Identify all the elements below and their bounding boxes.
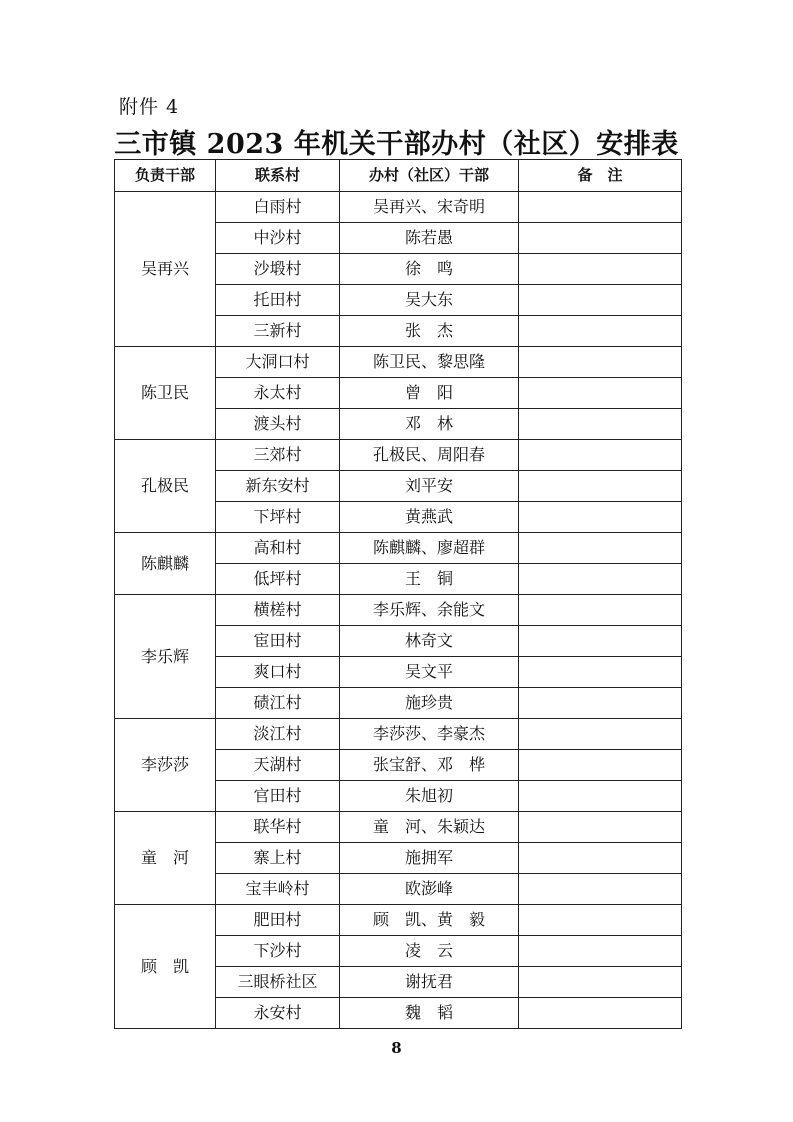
- village-cell: 渡头村: [216, 409, 340, 440]
- header-remarks: 备 注: [519, 160, 682, 192]
- cadres-cell: 凌 云: [340, 936, 519, 967]
- remarks-cell: [519, 781, 682, 812]
- village-cell: 沙塅村: [216, 254, 340, 285]
- remarks-cell: [519, 657, 682, 688]
- leader-cell: 顾 凯: [115, 905, 216, 1029]
- cadres-cell: 顾 凯、黄 毅: [340, 905, 519, 936]
- village-cell: 下坪村: [216, 502, 340, 533]
- cadres-cell: 施珍贵: [340, 688, 519, 719]
- remarks-cell: [519, 874, 682, 905]
- cadres-cell: 李莎莎、李豪杰: [340, 719, 519, 750]
- document-title: 三市镇 2023 年机关干部办村（社区）安排表: [114, 129, 679, 160]
- cadres-cell: 童 河、朱颖达: [340, 812, 519, 843]
- remarks-cell: [519, 285, 682, 316]
- remarks-cell: [519, 967, 682, 998]
- cadres-cell: 李乐辉、余能文: [340, 595, 519, 626]
- remarks-cell: [519, 905, 682, 936]
- cadres-cell: 陈卫民、黎思隆: [340, 347, 519, 378]
- village-cell: 永安村: [216, 998, 340, 1029]
- village-cell: 大洞口村: [216, 347, 340, 378]
- remarks-cell: [519, 719, 682, 750]
- table-row: [115, 440, 682, 471]
- remarks-cell: [519, 347, 682, 378]
- leader-cell: 陈卫民: [115, 347, 216, 440]
- cadres-cell: 黄燕武: [340, 502, 519, 533]
- remarks-cell: [519, 316, 682, 347]
- village-cell: 肥田村: [216, 905, 340, 936]
- remarks-cell: [519, 502, 682, 533]
- cadres-cell: 魏 韬: [340, 998, 519, 1029]
- village-cell: 爽口村: [216, 657, 340, 688]
- village-cell: 淡江村: [216, 719, 340, 750]
- cadres-cell: 王 铜: [340, 564, 519, 595]
- leader-cell: 李莎莎: [115, 719, 216, 812]
- leader-cell: 孔极民: [115, 440, 216, 533]
- remarks-cell: [519, 378, 682, 409]
- remarks-cell: [519, 564, 682, 595]
- cadres-cell: 林奇文: [340, 626, 519, 657]
- village-cell: 天湖村: [216, 750, 340, 781]
- village-cell: 白雨村: [216, 192, 340, 223]
- remarks-cell: [519, 223, 682, 254]
- table-row: [115, 192, 682, 223]
- village-cell: 宦田村: [216, 626, 340, 657]
- cadres-cell: 张 杰: [340, 316, 519, 347]
- village-cell: 横槎村: [216, 595, 340, 626]
- table-row: [115, 347, 682, 378]
- village-cell: 下沙村: [216, 936, 340, 967]
- village-cell: 三新村: [216, 316, 340, 347]
- table-row: [115, 595, 682, 626]
- cadres-cell: 吴大东: [340, 285, 519, 316]
- leader-cell: 李乐辉: [115, 595, 216, 719]
- table-header-row: [115, 160, 682, 192]
- remarks-cell: [519, 936, 682, 967]
- page-number: 8: [391, 1039, 402, 1057]
- cadres-cell: 曾 阳: [340, 378, 519, 409]
- village-cell: 三郊村: [216, 440, 340, 471]
- village-cell: 联华村: [216, 812, 340, 843]
- cadres-cell: 邓 林: [340, 409, 519, 440]
- village-cell: 碛江村: [216, 688, 340, 719]
- village-cell: 中沙村: [216, 223, 340, 254]
- remarks-cell: [519, 471, 682, 502]
- remarks-cell: [519, 440, 682, 471]
- cadres-cell: 张宝舒、邓 桦: [340, 750, 519, 781]
- assignment-table: [114, 159, 682, 1029]
- village-cell: 低坪村: [216, 564, 340, 595]
- remarks-cell: [519, 533, 682, 564]
- village-cell: 高和村: [216, 533, 340, 564]
- cadres-cell: 吴再兴、宋奇明: [340, 192, 519, 223]
- village-cell: 三眼桥社区: [216, 967, 340, 998]
- leader-cell: 吴再兴: [115, 192, 216, 347]
- leader-cell: 童 河: [115, 812, 216, 905]
- cadres-cell: 孔极民、周阳春: [340, 440, 519, 471]
- cadres-cell: 吴文平: [340, 657, 519, 688]
- leader-cell: 陈麒麟: [115, 533, 216, 595]
- attachment-label: 附件 4: [119, 96, 180, 118]
- village-cell: 新东安村: [216, 471, 340, 502]
- remarks-cell: [519, 688, 682, 719]
- remarks-cell: [519, 626, 682, 657]
- village-cell: 托田村: [216, 285, 340, 316]
- village-cell: 官田村: [216, 781, 340, 812]
- remarks-cell: [519, 192, 682, 223]
- cadres-cell: 施拥军: [340, 843, 519, 874]
- header-cadres: 办村（社区）干部: [340, 160, 519, 192]
- village-cell: 宝丰岭村: [216, 874, 340, 905]
- cadres-cell: 刘平安: [340, 471, 519, 502]
- table-row: [115, 719, 682, 750]
- table-row: [115, 905, 682, 936]
- table-row: [115, 533, 682, 564]
- cadres-cell: 徐 鸣: [340, 254, 519, 285]
- remarks-cell: [519, 595, 682, 626]
- remarks-cell: [519, 812, 682, 843]
- village-cell: 永太村: [216, 378, 340, 409]
- village-cell: 寨上村: [216, 843, 340, 874]
- remarks-cell: [519, 750, 682, 781]
- remarks-cell: [519, 998, 682, 1029]
- header-leader: 负责干部: [115, 160, 216, 192]
- table-body: [115, 192, 682, 1029]
- table-row: [115, 812, 682, 843]
- cadres-cell: 陈若愚: [340, 223, 519, 254]
- remarks-cell: [519, 409, 682, 440]
- remarks-cell: [519, 843, 682, 874]
- remarks-cell: [519, 254, 682, 285]
- cadres-cell: 谢抚君: [340, 967, 519, 998]
- cadres-cell: 陈麒麟、廖超群: [340, 533, 519, 564]
- cadres-cell: 欧澎峰: [340, 874, 519, 905]
- header-village: 联系村: [216, 160, 340, 192]
- cadres-cell: 朱旭初: [340, 781, 519, 812]
